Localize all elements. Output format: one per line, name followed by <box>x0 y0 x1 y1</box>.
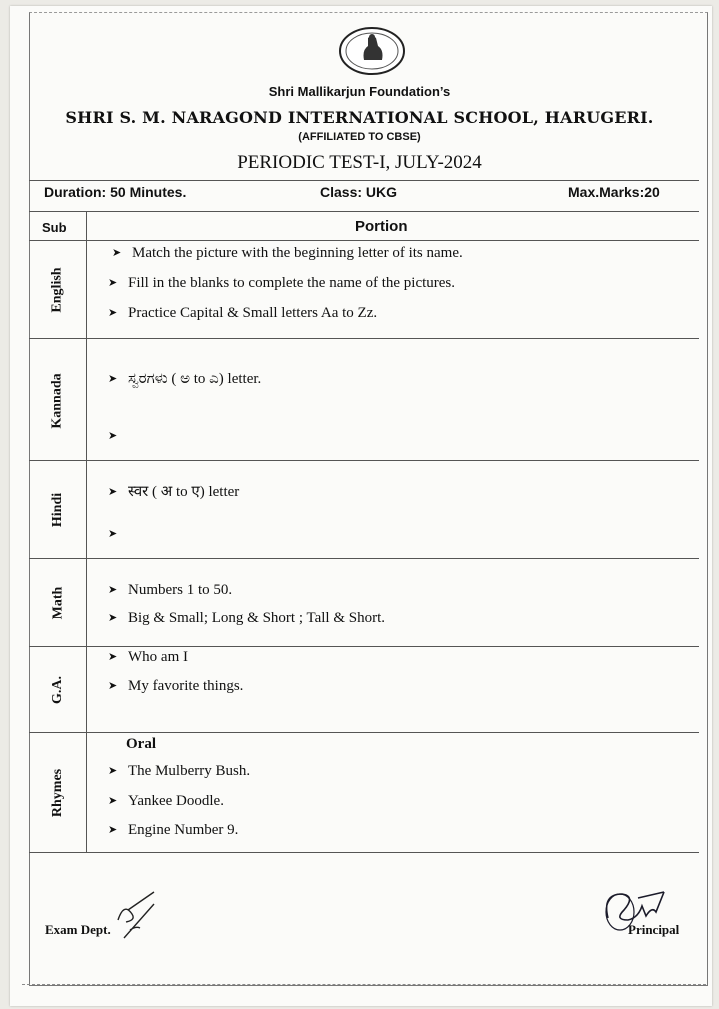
row-border <box>29 558 699 559</box>
row-border <box>29 732 699 733</box>
list-item: ➤ Numbers 1 to 50. <box>108 582 233 598</box>
arrowhead-bullet-icon: ➤ <box>108 430 118 442</box>
table-bottom-border <box>29 852 699 853</box>
arrowhead-bullet-icon: ➤ <box>108 612 118 624</box>
arrowhead-bullet-icon: ➤ <box>108 584 118 596</box>
list-item: ➤ ಸ್ವರಗಳು ( ಅ to ಎ) letter. <box>108 371 262 387</box>
subject-rhymes: Rhymes <box>50 768 66 818</box>
row-border <box>29 460 699 461</box>
list-item: ➤ Big & Small; Long & Short ; Tall & Short. <box>108 610 386 626</box>
column-header-portion: Portion <box>355 218 408 235</box>
arrowhead-bullet-icon: ➤ <box>108 528 118 540</box>
table-top-border <box>29 211 699 212</box>
header-row-border <box>29 240 699 241</box>
arrowhead-bullet-icon: ➤ <box>108 373 118 385</box>
list-item: ➤ Who am I <box>108 649 188 665</box>
divider <box>22 984 706 985</box>
principal-label: Principal <box>628 922 680 937</box>
row-border <box>29 646 699 647</box>
subject-kannada: Kannada <box>50 373 65 429</box>
list-item: ➤ Match the picture with the beginning letter of its name. <box>112 245 463 261</box>
duration: Duration: 50 Minutes. <box>44 184 187 200</box>
list-item: ➤ My favorite things. <box>108 678 244 694</box>
arrowhead-bullet-icon: ➤ <box>108 680 118 692</box>
school-emblem-logo <box>338 26 406 76</box>
arrowhead-bullet-icon: ➤ <box>108 277 118 289</box>
affiliation: (AFFILIATED TO CBSE) <box>298 131 421 143</box>
list-item: ➤ स्वर ( अ to ए) letter <box>108 484 240 500</box>
list-item <box>108 428 128 445</box>
class-label: Class: UKG <box>320 184 398 200</box>
divider <box>29 180 699 181</box>
column-header-sub: Sub <box>42 220 67 235</box>
foundation-name: Shri Mallikarjun Foundation’s <box>268 84 451 99</box>
max-marks: Max.Marks:20 <box>568 184 660 200</box>
list-item: ➤ Practice Capital & Small letters Aa to Zz. <box>108 305 378 321</box>
oral-heading: Oral <box>126 736 156 752</box>
exam-dept-signature <box>110 890 160 942</box>
subject-math: Math <box>49 586 65 620</box>
arrowhead-bullet-icon: ➤ <box>108 795 118 807</box>
exam-dept-label: Exam Dept. <box>45 922 111 937</box>
arrowhead-bullet-icon: ➤ <box>108 651 118 663</box>
column-divider <box>86 212 87 852</box>
subject-english: English <box>49 267 65 313</box>
arrowhead-bullet-icon: ➤ <box>108 765 118 777</box>
school-name: SHRI S. M. NARAGOND INTERNATIONAL SCHOOL, HARUGERI. <box>65 108 654 127</box>
test-title: PERIODIC TEST-I, JULY-2024 <box>237 152 482 173</box>
row-border <box>29 338 699 339</box>
list-item: ➤ The Mulberry Bush. <box>108 763 251 779</box>
list-item <box>108 526 128 543</box>
arrowhead-bullet-icon: ➤ <box>108 307 118 319</box>
list-item: ➤ Engine Number 9. <box>108 822 239 838</box>
arrowhead-bullet-icon: ➤ <box>108 486 118 498</box>
subject-ga: G.A. <box>50 676 65 704</box>
list-item: ➤ Yankee Doodle. <box>108 793 224 809</box>
arrowhead-bullet-icon: ➤ <box>112 247 122 259</box>
subject-hindi: Hindi <box>50 492 65 528</box>
list-item: ➤ Fill in the blanks to complete the name of the pictures. <box>108 275 456 291</box>
arrowhead-bullet-icon: ➤ <box>108 824 118 836</box>
